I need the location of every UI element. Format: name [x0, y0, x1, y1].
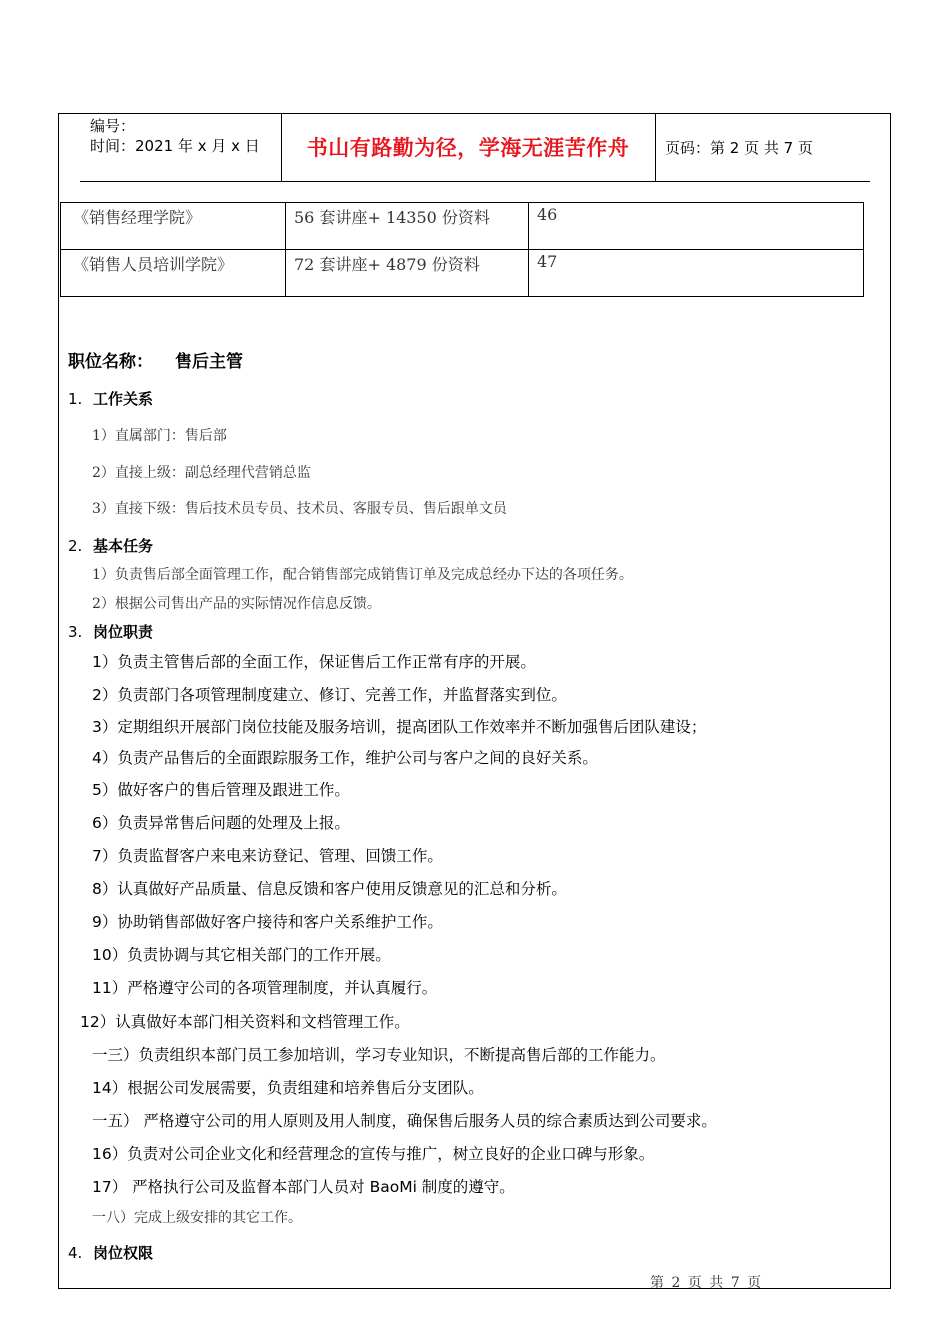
list-item: 17） 严格执行公司及监督本部门人员对 BaoMi 制度的遵守。 — [92, 1178, 515, 1196]
header-bottom-rule — [80, 181, 870, 182]
position-label: 职位名称： — [68, 352, 153, 372]
position-title — [68, 347, 243, 372]
resource-desc: 56 套讲座+ 14350 份资料 — [286, 203, 529, 250]
list-item: 2）负责部门各项管理制度建立、修订、完善工作，并监督落实到位。 — [92, 686, 567, 704]
page-indicator: 页码：第 2 页 共 7 页 — [665, 138, 813, 157]
list-item: 1）负责主管售后部的全面工作，保证售后工作正常有序的开展。 — [92, 653, 536, 671]
number-label: 编号： — [90, 117, 136, 135]
list-item: 16）负责对公司企业文化和经营理念的宣传与推广，树立良好的企业口碑与形象。 — [92, 1145, 655, 1163]
table-row — [61, 250, 864, 297]
section-heading: 3. 岗位职责 — [68, 623, 154, 641]
list-item: 6）负责异常售后问题的处理及上报。 — [92, 814, 350, 832]
section-heading: 4. 岗位权限 — [68, 1244, 154, 1262]
header-divider — [655, 113, 656, 181]
section-heading: 2. 基本任务 — [68, 537, 154, 555]
resource-name: 《销售经理学院》 — [61, 203, 286, 250]
time-label: 时间：2021 年 x 月 x 日 — [90, 137, 260, 155]
list-item: 一五） 严格遵守公司的用人原则及用人制度，确保售后服务人员的综合素质达到公司要求。 — [92, 1112, 717, 1130]
list-item: 5）做好客户的售后管理及跟进工作。 — [92, 781, 350, 799]
page-footer: 第 2 页 共 7 页 — [650, 1275, 762, 1291]
section-heading: 1. 工作关系 — [68, 390, 154, 408]
list-item: 7）负责监督客户来电来访登记、管理、回馈工作。 — [92, 847, 443, 865]
list-item: 一三）负责组织本部门员工参加培训，学习专业知识，不断提高售后部的工作能力。 — [92, 1046, 666, 1064]
header-motto: 书山有路勤为径，学海无涯苦作舟 — [306, 136, 630, 160]
list-item: 11）严格遵守公司的各项管理制度，并认真履行。 — [92, 979, 438, 997]
resource-table — [60, 202, 864, 297]
list-item: 12）认真做好本部门相关资料和文档管理工作。 — [80, 1013, 410, 1031]
list-item: 4）负责产品售后的全面跟踪服务工作，维护公司与客户之间的良好关系。 — [92, 749, 598, 767]
list-item: 9）协助销售部做好客户接待和客户关系维护工作。 — [92, 913, 443, 931]
list-item: 3）直接下级：售后技术员专员、技术员、客服专员、售后跟单文员 — [92, 501, 507, 517]
table-row — [61, 203, 864, 250]
list-item: 2）根据公司售出产品的实际情况作信息反馈。 — [92, 596, 381, 612]
list-item: 1）负责售后部全面管理工作，配合销售部完成销售订单及完成总经办下达的各项任务。 — [92, 567, 633, 583]
list-item: 8）认真做好产品质量、信息反馈和客户使用反馈意见的汇总和分析。 — [92, 880, 567, 898]
list-item: 2）直接上级：副总经理代营销总监 — [92, 465, 311, 481]
list-item: 14）根据公司发展需要，负责组建和培养售后分支团队。 — [92, 1079, 484, 1097]
resource-desc: 72 套讲座+ 4879 份资料 — [286, 250, 529, 297]
header-meta — [90, 116, 260, 156]
resource-number: 46 — [529, 203, 864, 250]
list-item: 3）定期组织开展部门岗位技能及服务培训，提高团队工作效率并不断加强售后团队建设； — [92, 718, 707, 736]
list-item: 一八）完成上级安排的其它工作。 — [92, 1210, 302, 1226]
position-value: 售后主管 — [175, 352, 243, 372]
resource-name: 《销售人员培训学院》 — [61, 250, 286, 297]
list-item: 10）负责协调与其它相关部门的工作开展。 — [92, 946, 391, 964]
list-item: 1）直属部门：售后部 — [92, 428, 227, 444]
resource-number: 47 — [529, 250, 864, 297]
